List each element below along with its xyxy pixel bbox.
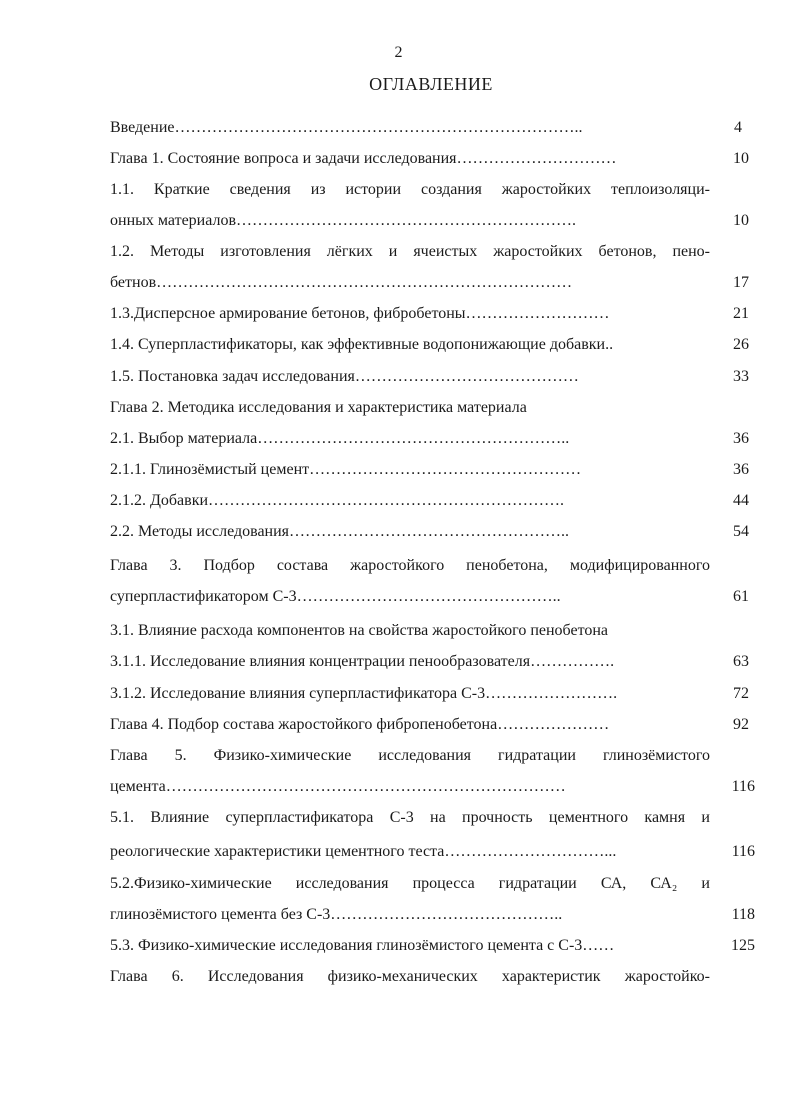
toc-page-number: 10 <box>733 212 749 229</box>
toc-line: суперпластификатором С-3………………………………………….. <box>110 588 561 605</box>
toc-line: Глава 1. Состояние вопроса и задачи исследования………………………… <box>110 150 617 167</box>
toc-page-number: 36 <box>733 430 749 447</box>
toc-line: Глава 5. Физико-химические исследования гидратации глинозёмистого <box>110 747 710 764</box>
toc-page-number: 4 <box>734 119 742 136</box>
toc-page-number: 92 <box>733 716 749 733</box>
toc-line: Глава 4. Подбор состава жаростойкого фибропенобетона………………… <box>110 716 610 733</box>
toc-page-number: 26 <box>733 336 749 353</box>
toc-line: 5.2.Физико-химические исследования процесса гидратации СА, СА₂ и <box>110 875 710 892</box>
toc-line: 2.1.1. Глинозёмистый цемент…………………………………………… <box>110 461 582 478</box>
toc-line: цемента………………………………………………………………… <box>110 778 566 795</box>
toc-line: Глава 6. Исследования физико-механических характеристик жаростойко- <box>110 968 710 985</box>
toc-line: онных материалов………………………………………………………. <box>110 212 577 229</box>
toc-line: реологические характеристики цементного теста…………………………... <box>110 843 617 860</box>
toc-line: 3.1.2. Исследование влияния суперпластификатора С-3……………………. <box>110 685 618 702</box>
toc-page-number: 21 <box>733 305 749 322</box>
toc-page-number: 116 <box>731 778 755 795</box>
page-title: ОГЛАВЛЕНИЕ <box>369 74 493 94</box>
toc-page-number: 36 <box>733 461 749 478</box>
toc-line: 5.3. Физико-химические исследования глинозёмистого цемента с С-3…… <box>110 937 615 954</box>
toc-page-number: 118 <box>731 906 755 923</box>
toc-line: бетнов…………………………………………………………………… <box>110 274 573 291</box>
toc-page-number: 54 <box>733 523 749 540</box>
toc-line: 3.1.1. Исследование влияния концентрации пенообразователя……………. <box>110 653 615 670</box>
toc-page-number: 125 <box>731 937 755 954</box>
toc-page-number: 61 <box>733 588 749 605</box>
toc-page-number: 72 <box>733 685 749 702</box>
toc-line: 5.1. Влияние суперпластификатора С-3 на прочность цементного камня и <box>110 809 710 826</box>
toc-page-number: 17 <box>733 274 749 291</box>
toc-line: Глава 2. Методика исследования и характеристика материала <box>110 399 527 416</box>
toc-line: 1.3.Дисперсное армирование бетонов, фибробетоны……………………… <box>110 305 610 322</box>
toc-page-number: 63 <box>733 653 749 670</box>
toc-page-number: 44 <box>733 492 749 509</box>
toc-line: 3.1. Влияние расхода компонентов на свойства жаростойкого пенобетона <box>110 622 609 639</box>
toc-page-number: 116 <box>731 843 755 860</box>
toc-line: Глава 3. Подбор состава жаростойкого пенобетона, модифицированного <box>110 557 710 574</box>
toc-line: 1.5. Постановка задач исследования…………………………………… <box>110 368 579 385</box>
toc-line: глинозёмистого цемента без С-3…………………………………….. <box>110 906 563 923</box>
toc-line: 1.1. Краткие сведения из истории создания жаростойких теплоизоляци- <box>110 181 710 198</box>
toc-line: 2.1. Выбор материала………………………………………………….. <box>110 430 570 447</box>
toc-line: 1.2. Методы изготовления лёгких и ячеистых жаростойких бетонов, пено- <box>110 243 710 260</box>
toc-line: Введение………………………………………………………………….. <box>110 119 583 136</box>
page-number: 2 <box>394 44 403 61</box>
toc-line: 1.4. Суперпластификаторы, как эффективные водопонижающие добавки.. <box>110 336 614 353</box>
toc-page-number: 10 <box>733 150 749 167</box>
toc-line: 2.1.2. Добавки…………………………………………………………. <box>110 492 565 509</box>
toc-page-number: 33 <box>733 368 749 385</box>
toc-line: 2.2. Методы исследования…………………………………………….. <box>110 523 570 540</box>
